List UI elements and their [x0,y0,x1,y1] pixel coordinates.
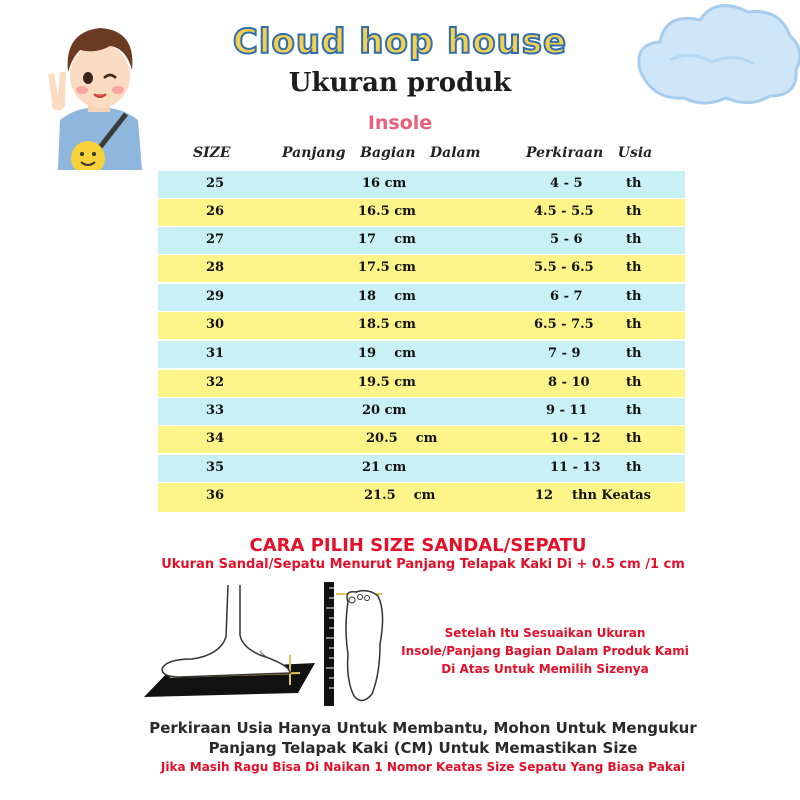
cell-unit: th [626,346,642,361]
howto-subtitle: Ukuran Sandal/Sepatu Menurut Panjang Telapak Kaki Di + 0.5 cm /1 cm [161,557,685,572]
cell-unit: thn Keatas [572,488,651,503]
cell-unit: th [626,176,642,191]
cell-age: 7 - 9 [548,346,581,361]
instruction-note-line: Insole/Panjang Bagian Dalam Produk Kami [401,644,689,658]
cell-age: 11 - 13 [550,460,601,475]
cell-unit: th [626,232,642,247]
cell-size: 30 [206,317,225,332]
footer-line: Panjang Telapak Kaki (CM) Untuk Memastikan Size [208,739,638,757]
cell-size: 29 [206,289,225,304]
cell-age: 5.5 - 6.5 [534,260,594,275]
cell-age: 9 - 11 [546,403,588,418]
instruction-note-line: Setelah Itu Sesuaikan Ukuran [444,626,646,640]
foot-side-measurement-illustration [140,585,320,700]
cell-unit: th [626,403,642,418]
table-row [158,255,685,282]
footer-warning: Jika Masih Ragu Bisa Di Naikan 1 Nomor Keatas Size Sepatu Yang Biasa Pakai [160,760,686,774]
cell-age: 10 - 12 [550,431,601,446]
insole-label: Insole [367,112,433,134]
footer-note [0,718,800,758]
cell-length: 19.5 cm [358,375,416,390]
column-header-length: Panjang Bagian Dalam [282,145,481,161]
cell-length: 18.5 cm [358,317,416,332]
cell-size: 35 [206,460,225,475]
cell-size: 31 [206,346,225,361]
cell-unit: th [626,375,642,390]
cell-unit: th [626,260,642,275]
cell-age: 6.5 - 7.5 [534,317,594,332]
footer-line: Perkiraan Usia Hanya Untuk Membantu, Mohon Untuk Mengukur [149,719,697,737]
cell-length: 16.5 cm [358,204,416,219]
cell-length: 17.5 cm [358,260,416,275]
table-row [158,284,685,311]
table-row [158,312,685,339]
table-row [158,171,685,198]
cell-length: 17 cm [358,232,416,247]
cell-size: 26 [206,204,225,219]
instruction-note [380,624,710,678]
cell-length: 18 cm [358,289,416,304]
cell-size: 33 [206,403,225,418]
table-row [158,483,685,512]
instruction-note-line: Di Atas Untuk Memilih Sizenya [441,662,649,676]
table-row [158,455,685,482]
table-row [158,398,685,425]
cell-size: 27 [206,232,225,247]
cell-size: 32 [206,375,225,390]
cell-size: 36 [206,488,225,503]
cell-age: 4.5 - 5.5 [534,204,594,219]
table-row [158,426,685,453]
cell-age: 8 - 10 [548,375,590,390]
cell-length: 21 cm [362,460,407,475]
column-header-size: SIZE [193,145,231,161]
cell-unit: th [626,204,642,219]
cell-unit: th [626,289,642,304]
cell-age: 4 - 5 [550,176,583,191]
howto-title: CARA PILIH SIZE SANDAL/SEPATU [249,535,587,556]
cell-size: 28 [206,260,225,275]
column-header-age: Perkiraan Usia [526,145,653,161]
cell-length: 20 cm [362,403,407,418]
cell-size: 34 [206,431,225,446]
cell-length: 20.5 cm [366,431,438,446]
cell-size: 25 [206,176,225,191]
table-row [158,341,685,368]
cell-age: 12 [535,488,554,503]
table-row [158,199,685,226]
table-row [158,370,685,397]
cell-unit: th [626,317,642,332]
cell-length: 19 cm [358,346,416,361]
cell-age: 6 - 7 [550,289,583,304]
cell-unit: th [626,460,642,475]
cell-length: 16 cm [362,176,407,191]
table-row [158,227,685,254]
page-subtitle: Ukuran produk [288,68,512,98]
cell-unit: th [626,431,642,446]
cell-length: 21.5 cm [364,488,436,503]
brand-title: Cloud hop house [232,22,568,62]
cell-age: 5 - 6 [550,232,583,247]
